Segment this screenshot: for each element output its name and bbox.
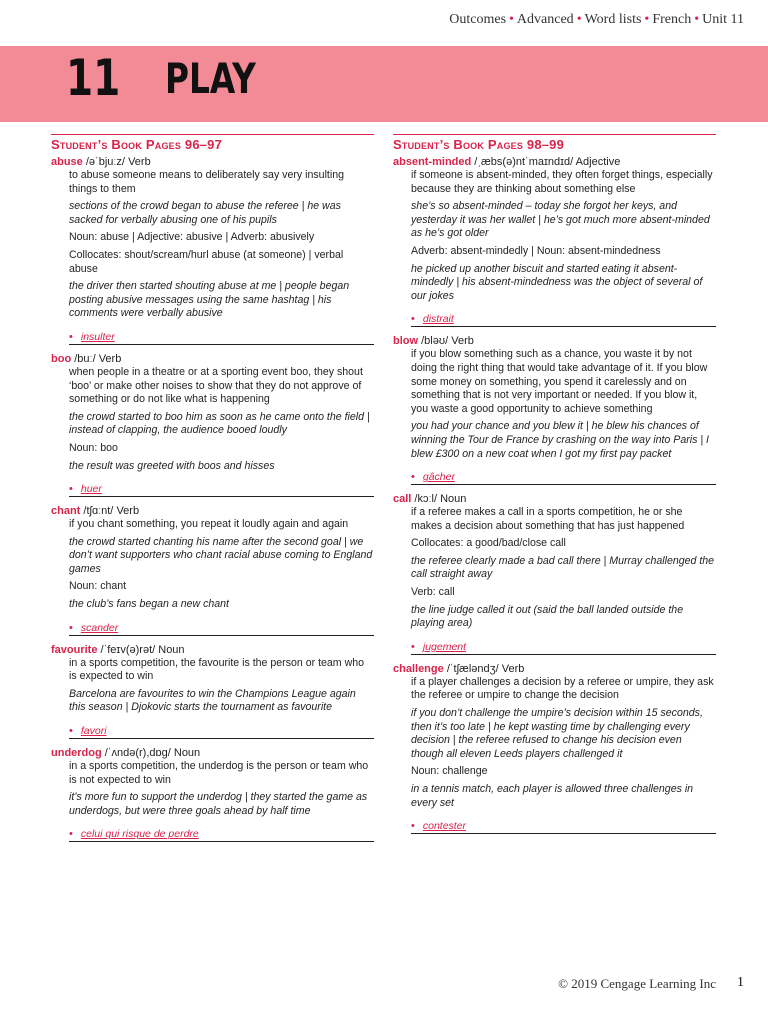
pronunciation: /ˈfeɪv(ə)rət/ — [100, 643, 156, 656]
section-title: Student’s Book Pages 98–99 — [393, 134, 716, 152]
headword: boo — [51, 352, 72, 365]
part-of-speech: Noun — [173, 747, 201, 760]
bullet-icon: • — [411, 820, 415, 833]
word-entry — [51, 505, 374, 636]
pronunciation: /buː/ — [74, 352, 96, 365]
pronunciation: /ˈtʃæləndʒ/ — [446, 662, 499, 675]
translation-line — [69, 725, 374, 739]
example-sentence: the club’s fans began a new chant — [69, 598, 230, 611]
copyright: © 2019 Cengage Learning Inc — [558, 976, 716, 991]
definition: Noun: challenge — [411, 765, 488, 778]
headword-line — [51, 353, 374, 366]
translation-line — [411, 471, 716, 485]
entry-body — [51, 169, 374, 321]
translation: scander — [80, 621, 119, 634]
breadcrumb-item: Outcomes — [449, 12, 507, 27]
translation: gâcher — [422, 471, 455, 484]
example-sentence: it’s more fun to support the underdog | they started the game as underdogs, but were three goals ahead by half time — [69, 791, 368, 817]
translation: distrait — [422, 313, 454, 326]
headword: call — [393, 493, 412, 506]
example-sentence: if you don’t challenge the umpire’s decision within 15 seconds, then it’s too late | he kept wasting time by challenging every decision | the referee refused to change his decision even though all eleven Leeds players challenged it — [411, 707, 703, 760]
translation: jugement — [422, 640, 467, 653]
part-of-speech: Verb — [98, 352, 122, 365]
definition: in a sports competition, the favourite is the person or team who is expected to win — [69, 656, 365, 683]
headword: blow — [393, 335, 419, 348]
headword-line — [393, 156, 716, 169]
part-of-speech: Verb — [501, 662, 525, 675]
unit-title: PLAY — [165, 54, 256, 103]
translation-line — [411, 313, 716, 327]
definition: if you blow something such as a chance, you waste it by not doing the right thing that would take advantage of it. If you blow some money on something, you spend it carelessly and on something that is not very important or needed. If you blow it, you waste a good opportunity to achieve something — [411, 348, 708, 415]
headword-line — [393, 493, 716, 506]
example-sentence: the result was greeted with boos and hisses — [69, 459, 275, 472]
entry-body — [393, 676, 716, 810]
example-sentence: sections of the crowd began to abuse the referee | he was sacked for verbally abusing one of his pupils — [69, 200, 341, 226]
bullet-icon: • — [69, 725, 73, 738]
example-sentence: you had your chance and you blew it | he blew his chances of winning the Tour de France by crashing on the way into Paris | I blew £300 on a new coat when I got my first pay packet — [411, 420, 709, 460]
bullet-icon: • — [69, 828, 73, 841]
definition: to abuse someone means to deliberately say very insulting things to them — [69, 169, 345, 195]
breadcrumb-separator: • — [644, 12, 650, 27]
headword: abuse — [51, 156, 83, 168]
entry-body — [393, 506, 716, 631]
translation: favori — [80, 725, 107, 738]
translation: huer — [80, 483, 102, 496]
translation: celui qui risque de perdre — [80, 828, 199, 841]
word-list-column-right — [393, 134, 716, 834]
headword: underdog — [51, 747, 102, 760]
breadcrumb — [449, 12, 744, 28]
word-entry — [393, 156, 716, 327]
breadcrumb-item: French — [652, 12, 692, 27]
bullet-icon: • — [411, 471, 415, 484]
bullet-icon: • — [69, 483, 73, 496]
translation: contester — [422, 820, 467, 833]
headword: chant — [51, 505, 81, 518]
pronunciation: /bləʊ/ — [421, 335, 449, 348]
translation: insulter — [80, 330, 115, 343]
part-of-speech: Adjective — [575, 156, 621, 168]
breadcrumb-item: Unit 11 — [702, 12, 744, 27]
definition: if you chant something, you repeat it loudly again and again — [69, 518, 349, 531]
page-number: 1 — [737, 975, 744, 990]
definition: Collocates: a good/bad/close call — [411, 537, 566, 550]
headword: absent-minded — [393, 156, 472, 168]
translation-line — [411, 820, 716, 834]
pronunciation: /kɔːl/ — [414, 493, 438, 506]
example-sentence: the referee clearly made a bad call there | Murray challenged the call straight away — [411, 554, 715, 581]
translation-line — [411, 641, 716, 655]
pronunciation: /əˈbjuːz/ — [85, 156, 125, 168]
bullet-icon: • — [411, 640, 415, 653]
example-sentence: the crowd started to boo him as soon as he came onto the field | instead of clapping, the audience booed loudly — [69, 410, 370, 437]
headword-line — [51, 156, 374, 169]
example-sentence: Barcelona are favourites to win the Champions League again this season | Djokovic starts the tournament as favourite — [69, 687, 356, 714]
section-title: Student’s Book Pages 96–97 — [51, 134, 374, 152]
translation-line — [69, 331, 374, 345]
entry-body — [393, 169, 716, 303]
word-entry — [393, 493, 716, 655]
entry-body — [51, 366, 374, 473]
entry-body — [51, 657, 374, 715]
headword-line — [51, 505, 374, 518]
word-entry — [393, 663, 716, 834]
breadcrumb-separator: • — [509, 12, 514, 27]
entry-body — [51, 518, 374, 612]
definition: in a sports competition, the underdog is the person or team who is not expected to win — [69, 760, 369, 786]
example-sentence: in a tennis match, each player is allowed three challenges in every set — [411, 783, 694, 809]
bullet-icon: • — [411, 313, 415, 326]
definition: Noun: chant — [69, 580, 127, 593]
word-entry — [51, 156, 374, 345]
translation-line — [69, 622, 374, 636]
bullet-icon: • — [69, 330, 73, 343]
example-sentence: the driver then started shouting abuse at me | people began posting abusive messages using the same hashtag | his comments were verbally abusive — [69, 280, 350, 320]
word-list-column-left — [51, 134, 374, 842]
part-of-speech: Verb — [451, 335, 474, 348]
example-sentence: he picked up another biscuit and started eating it absent-mindedly | his absent-mindedness was the object of several of our jokes — [411, 262, 703, 302]
part-of-speech: Verb — [116, 505, 140, 518]
headword-line — [51, 747, 374, 760]
headword-line — [51, 644, 374, 657]
breadcrumb-item: Advanced — [516, 12, 574, 27]
word-entry — [51, 644, 374, 739]
breadcrumb-separator: • — [694, 12, 700, 27]
bullet-icon: • — [69, 621, 73, 634]
definition: Collocates: shout/scream/hurl abuse (at someone) | verbal abuse — [69, 248, 344, 275]
entry-body — [51, 760, 374, 818]
pronunciation: /tʃɑːnt/ — [83, 505, 114, 518]
pronunciation: /ˌæbs(ə)ntˈmaɪndɪd/ — [474, 156, 574, 168]
part-of-speech: Noun — [440, 493, 467, 506]
breadcrumb-item: Word lists — [584, 12, 642, 27]
breadcrumb-separator: • — [576, 12, 582, 27]
word-entry — [51, 353, 374, 497]
entry-body — [393, 348, 716, 461]
definition: Noun: abuse | Adjective: abusive | Adverb: abusively — [69, 231, 315, 244]
example-sentence: the crowd started chanting his name after the second goal | we don’t want supporters who chant racial abuse coming to England games — [69, 535, 373, 575]
headword-line — [393, 335, 716, 348]
translation-line — [69, 483, 374, 497]
example-sentence: the line judge called it out (said the ball landed outside the playing area) — [411, 603, 684, 630]
definition: if someone is absent-minded, they often forget things, especially because they are thinking about something else — [411, 169, 713, 195]
definition: when people in a theatre or at a sporting event boo, they shout ‘boo’ or make other noises to show that they do not approve of something or do not like what is happening — [69, 365, 363, 406]
word-entry — [51, 747, 374, 842]
headword: favourite — [51, 643, 98, 656]
definition: Verb: call — [411, 586, 455, 599]
pronunciation: /ˈʌndə(r),dɒg/ — [104, 747, 171, 760]
word-entry — [393, 335, 716, 485]
definition: Adverb: absent-mindedly | Noun: absent-mindedness — [411, 244, 661, 257]
headword-line — [393, 663, 716, 676]
definition: if a player challenges a decision by a referee or umpire, they ask the referee or umpire to change the decision — [411, 675, 714, 702]
unit-number: 11 — [66, 49, 121, 107]
headword: challenge — [393, 662, 444, 675]
translation-line — [69, 828, 374, 842]
example-sentence: she’s so absent-minded – today she forgot her keys, and yesterday it was her wallet | he’s got much more absent-minded as he’s got older — [411, 200, 710, 240]
part-of-speech: Noun — [158, 643, 185, 656]
definition: Noun: boo — [69, 441, 118, 454]
part-of-speech: Verb — [128, 156, 151, 168]
definition: if a referee makes a call in a sports competition, he or she makes a decision about something that has just happened — [411, 506, 685, 532]
